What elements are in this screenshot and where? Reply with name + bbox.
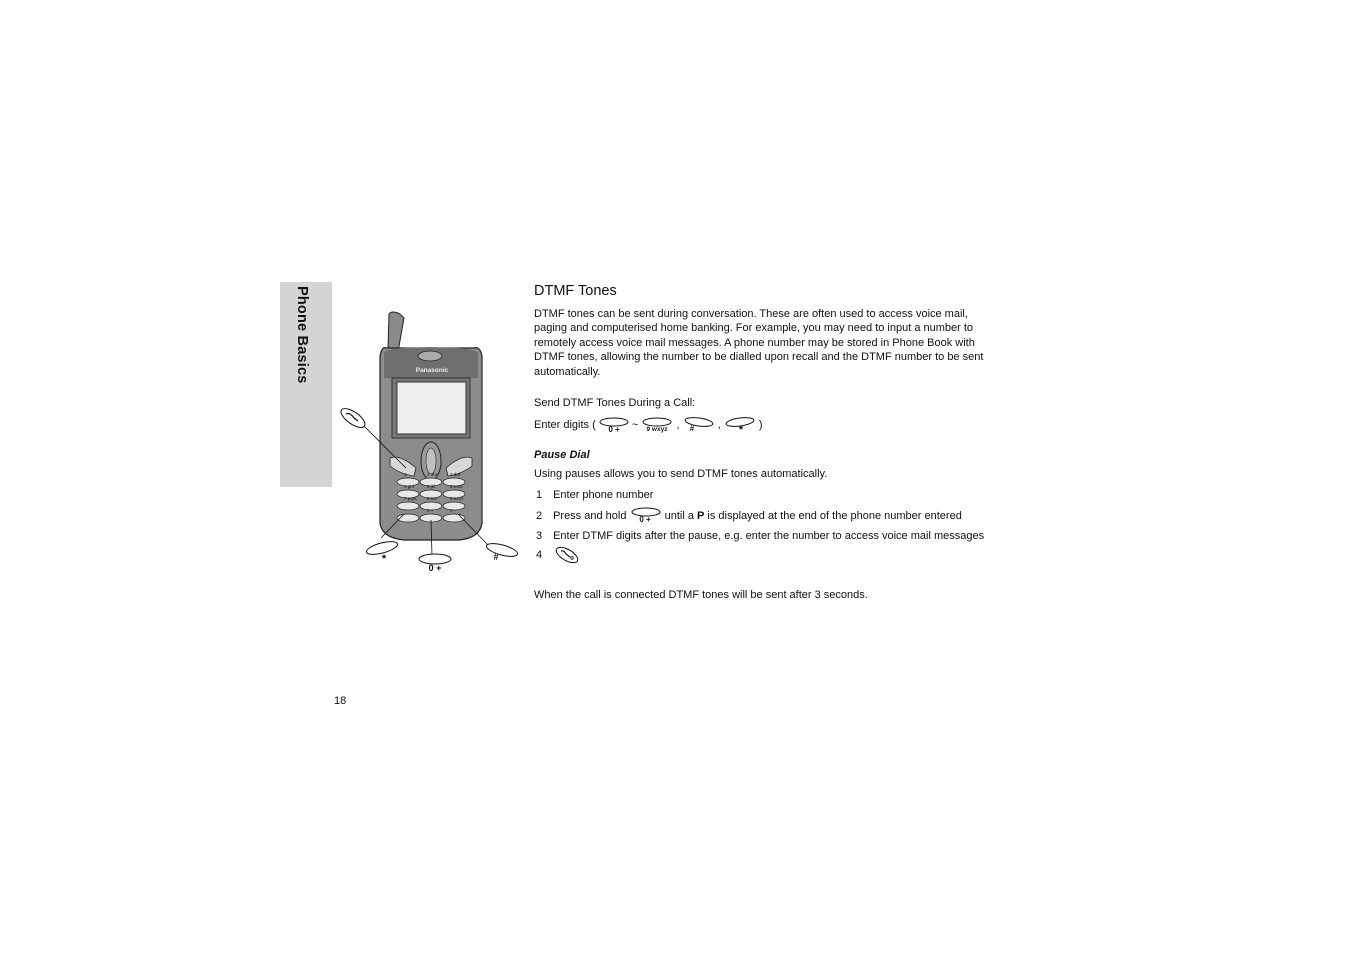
keypad-key-label: 5 jkl: [427, 484, 436, 489]
callout-star: *: [381, 553, 387, 565]
step-text: Enter phone number: [553, 489, 654, 502]
send-heading: Send DTMF Tones During a Call:: [534, 397, 696, 410]
enter-digits-comma-2: ,: [717, 418, 721, 431]
send-key-icon: [553, 546, 581, 564]
closing-note: When the call is connected DTMF tones will be sent after 3 seconds.: [534, 589, 868, 602]
zero-key-label: 0 +: [608, 425, 620, 435]
step-text-pre: Press and hold: [553, 509, 627, 522]
step-text-post: is displayed at the end of the phone number entered: [707, 509, 962, 522]
enter-digits-tilde: ~: [631, 418, 639, 431]
nine-key-label: 9 wxyz: [646, 426, 668, 434]
star-key-label: *: [738, 424, 743, 435]
intro-paragraph: DTMF tones can be sent during conversation. These are often used to access voice mail, paging and computerised home banking. For example, you may need to input a number to remotely access voice mail messages. A phone number may be stored in Phone Book with DTMF tones, allowing the number to be dialled upon recall and the DTMF number to be sent automatically.: [534, 308, 984, 378]
enter-digits-line: [534, 416, 994, 434]
hash-key-label: #: [689, 424, 694, 434]
step-number: 2: [536, 509, 543, 522]
pause-dial-title: Pause Dial: [534, 449, 590, 462]
list-item: [534, 507, 994, 525]
step-number: 3: [536, 530, 543, 543]
keypad-key-label: 1: [404, 472, 407, 477]
keypad-key-label: 4 ghi: [404, 484, 414, 489]
enter-digits-prefix: Enter digits (: [534, 418, 596, 431]
callout-hash: #: [493, 552, 499, 562]
callout-zero: 0 +: [428, 563, 442, 573]
keypad-key-label: 9 wxyz: [450, 496, 464, 501]
keypad-key-label: *: [404, 508, 406, 513]
main-content: [534, 283, 994, 602]
side-tab: [280, 282, 332, 487]
keypad-key-label: #: [450, 508, 453, 513]
keypad-key-label: 3 def: [450, 472, 461, 477]
zero-key-icon: [599, 416, 629, 434]
step-text-bold: P: [697, 509, 705, 522]
page-number: 18: [334, 695, 347, 707]
step-text: Enter DTMF digits after the pause, e.g. enter the number to access voice mail messages: [553, 530, 985, 543]
star-key-icon: [724, 416, 756, 434]
list-item: [534, 488, 994, 502]
keypad-key-label: 6 mno: [450, 484, 463, 489]
keypad-key-label: 2 abc: [427, 472, 439, 477]
step-text-mid: until a: [664, 509, 694, 522]
enter-digits-suffix: ): [758, 418, 763, 431]
zero-key-label: 0 +: [638, 515, 651, 525]
phone-illustration: [334, 308, 524, 578]
keypad-key-label: 8 tuv: [427, 496, 437, 501]
hash-key-icon: [683, 416, 715, 434]
step-number: 4: [536, 548, 543, 561]
keypad-key-label: 0 +: [427, 508, 434, 513]
side-tab-label: Phone Basics: [294, 286, 310, 384]
pause-intro: Using pauses allows you to send DTMF tones automatically.: [534, 468, 828, 481]
keypad-key-label: 7 pqrs: [404, 496, 417, 501]
phone-brand: Panasonic: [415, 367, 449, 374]
nine-key-icon: [641, 416, 673, 434]
section-title: DTMF Tones: [534, 283, 617, 299]
list-item: [534, 529, 994, 543]
step-number: 1: [536, 489, 543, 502]
list-item: [534, 546, 994, 564]
zero-key-icon: [630, 507, 662, 525]
enter-digits-comma-1: ,: [676, 418, 680, 431]
steps-list: [534, 488, 994, 564]
